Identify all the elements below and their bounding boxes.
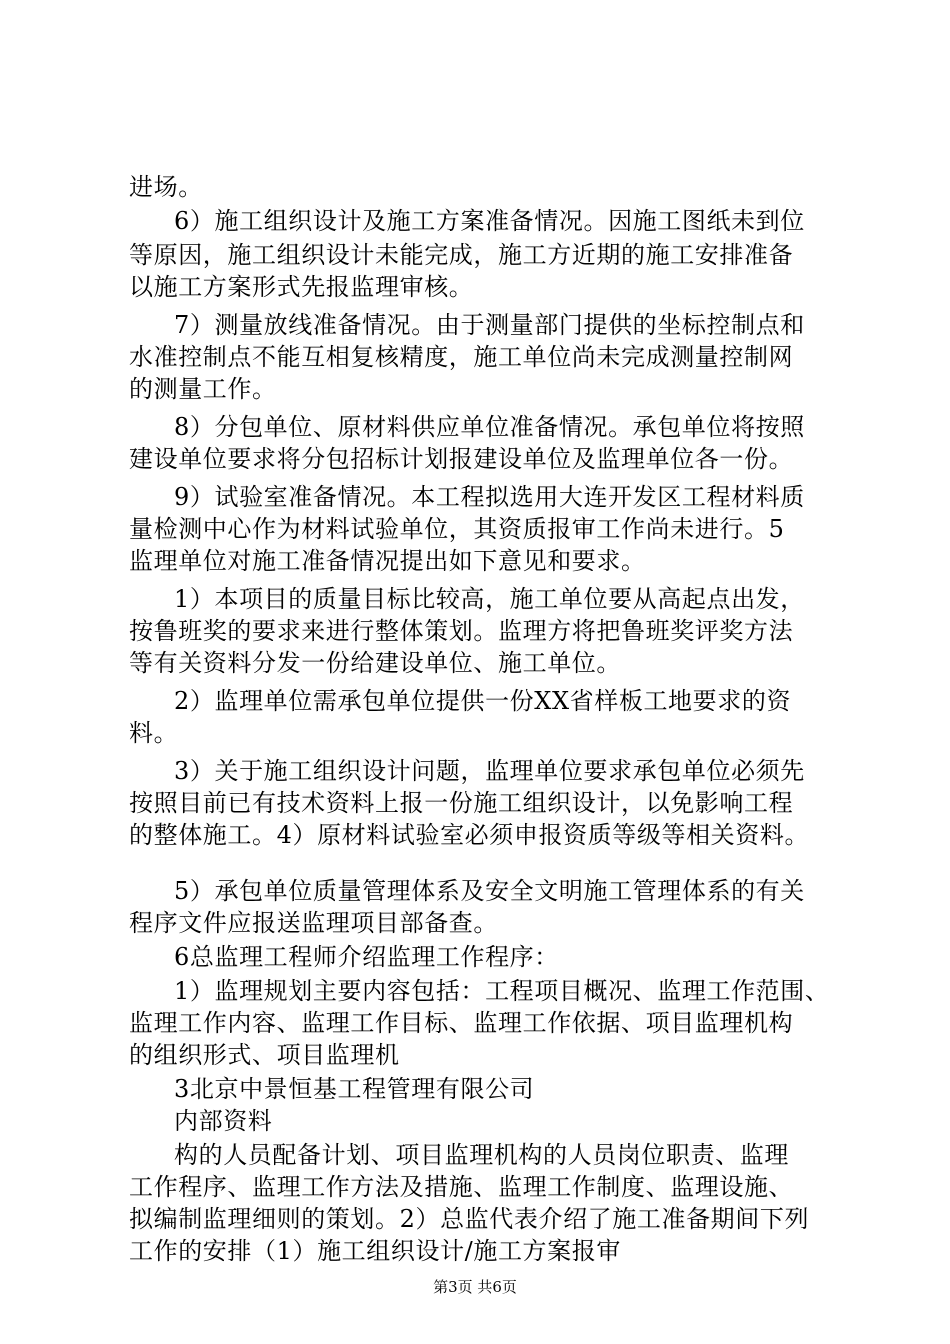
text-line: 内部资料	[174, 1107, 273, 1135]
text-line: 9）试验室准备情况。本工程拟选用大连开发区工程材料质	[174, 483, 805, 511]
text-line: 的组织形式、项目监理机	[129, 1041, 400, 1069]
text-line: 3）关于施工组织设计问题，监理单位要求承包单位必须先	[174, 757, 805, 785]
text-line: 监理工作内容、监理工作目标、监理工作依据、项目监理机构	[129, 1009, 794, 1037]
page-number: 第3页 共6页	[433, 1278, 517, 1296]
text-line: 按鲁班奖的要求来进行整体策划。监理方将把鲁班奖评奖方法	[129, 617, 794, 645]
text-line: 等有关资料分发一份给建设单位、施工单位。	[129, 649, 621, 677]
text-line: 3北京中景恒基工程管理有限公司	[174, 1075, 535, 1103]
text-line: 进场。	[129, 173, 203, 201]
text-line: 程序文件应报送监理项目部备查。	[129, 909, 498, 937]
text-line: 料。	[129, 719, 179, 747]
text-line: 1）监理规划主要内容包括：工程项目概况、监理工作范围、	[174, 977, 830, 1005]
text-line: 监理单位对施工准备情况提出如下意见和要求。	[129, 547, 646, 575]
text-line: 等原因，施工组织设计未能完成，施工方近期的施工安排准备	[129, 241, 794, 269]
text-line: 工作程序、监理工作方法及措施、监理工作制度、监理设施、	[129, 1173, 794, 1201]
text-line: 5）承包单位质量管理体系及安全文明施工管理体系的有关	[174, 877, 805, 905]
text-line: 工作的安排（1）施工组织设计/施工方案报审	[129, 1237, 621, 1265]
text-line: 8）分包单位、原材料供应单位准备情况。承包单位将按照	[174, 413, 805, 441]
text-line: 水准控制点不能互相复核精度，施工单位尚未完成测量控制网	[129, 343, 794, 371]
text-line: 6）施工组织设计及施工方案准备情况。因施工图纸未到位	[174, 207, 805, 235]
text-line: 1）本项目的质量目标比较高，施工单位要从高起点出发，	[174, 585, 805, 613]
text-line: 的整体施工。4）原材料试验室必须申报资质等级等相关资料。	[129, 821, 810, 849]
text-line: 2）监理单位需承包单位提供一份XX省样板工地要求的资	[174, 687, 792, 715]
text-line: 建设单位要求将分包招标计划报建设单位及监理单位各一份。	[129, 445, 794, 473]
text-line: 量检测中心作为材料试验单位，其资质报审工作尚未进行。5	[129, 515, 785, 543]
text-line: 构的人员配备计划、项目监理机构的人员岗位职责、监理	[174, 1141, 789, 1169]
text-line: 6总监理工程师介绍监理工作程序：	[174, 943, 559, 971]
text-line: 的测量工作。	[129, 375, 277, 403]
text-line: 按照目前已有技术资料上报一份施工组织设计，以免影响工程	[129, 789, 794, 817]
text-line: 7）测量放线准备情况。由于测量部门提供的坐标控制点和	[174, 311, 805, 339]
text-line: 拟编制监理细则的策划。2）总监代表介绍了施工准备期间下列	[129, 1205, 810, 1233]
text-line: 以施工方案形式先报监理审核。	[129, 273, 474, 301]
